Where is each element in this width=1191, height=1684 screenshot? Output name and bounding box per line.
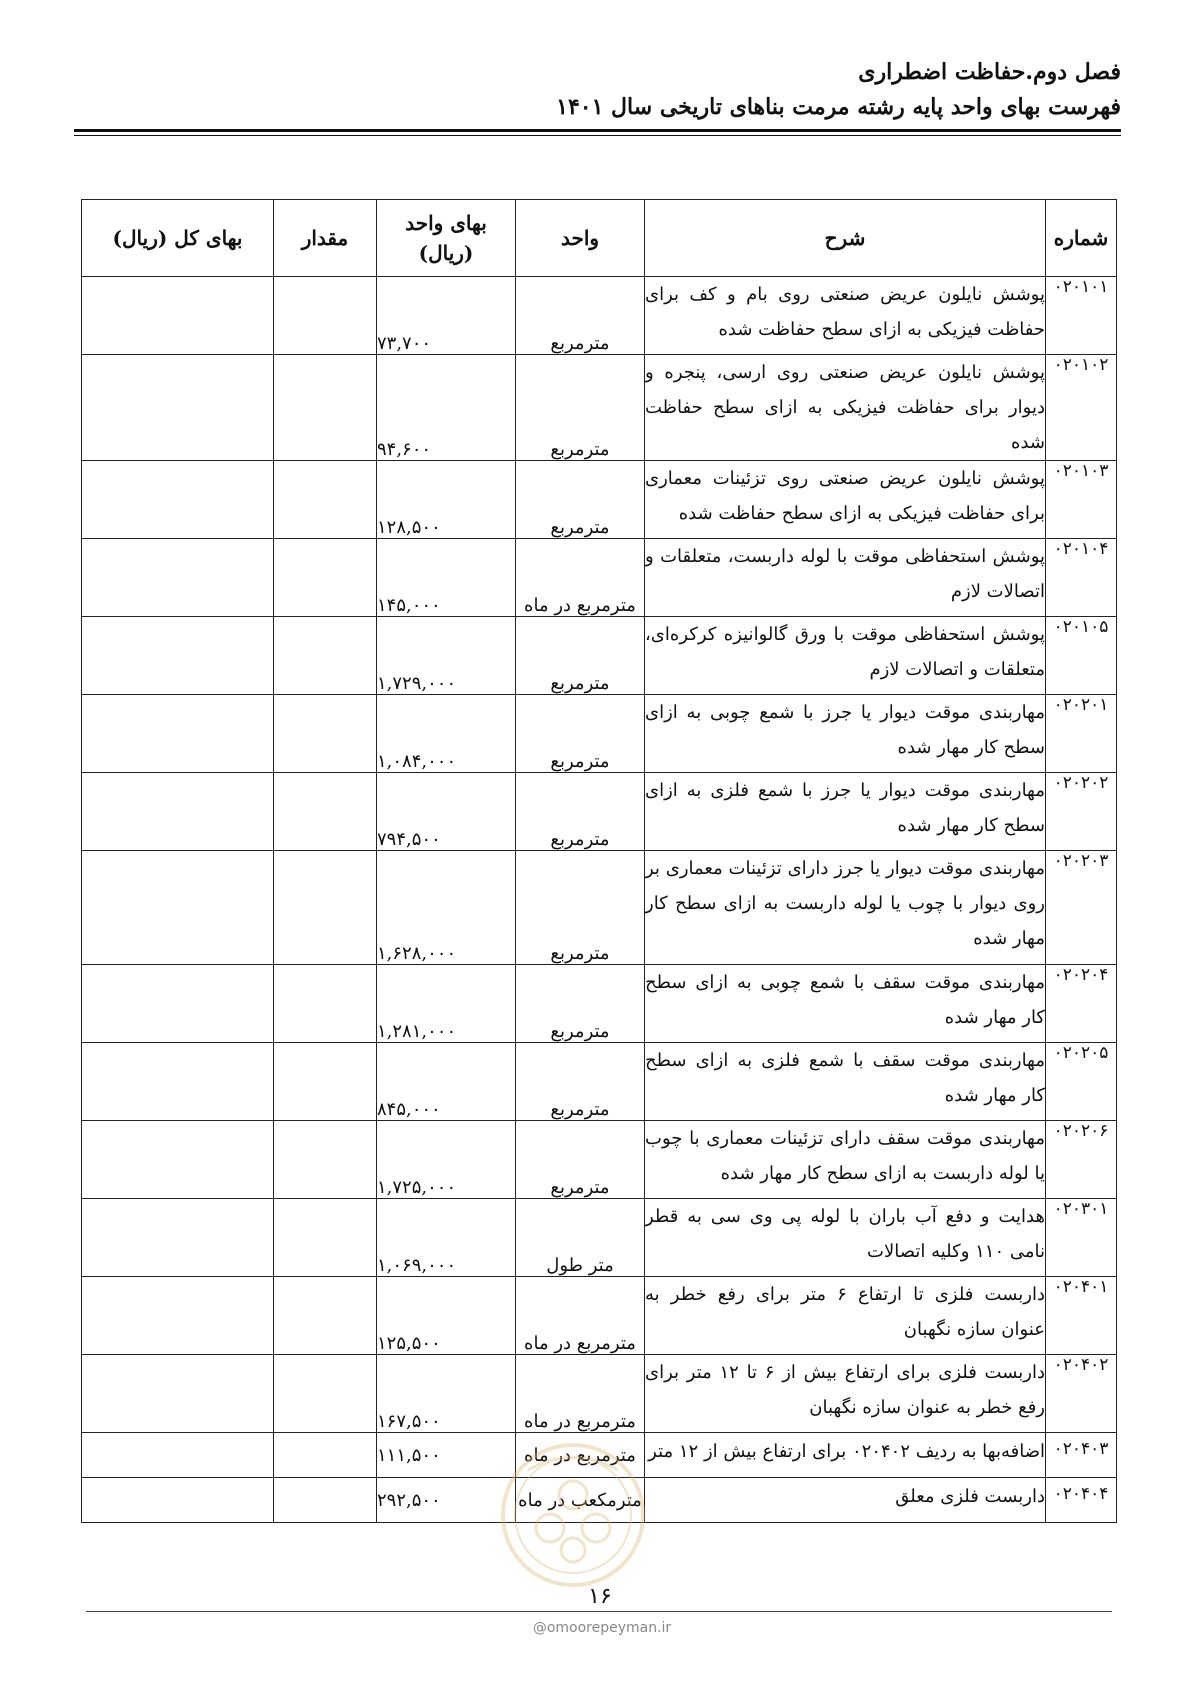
item-unit-price: ۹۴,۶۰۰ [377,355,516,461]
item-description: مهاربندی موقت سقف با شمع فلزی به ازای سطح کار مهار شده [645,1043,1046,1121]
item-quantity [274,1277,377,1355]
item-number: ۰۲۰۱۰۲ [1046,355,1117,461]
item-description: پوشش نایلون عریض صنعتی روی ارسی، پنجره و دیوار برای حفاظت فیزیکی به ازای سطح حفاظت شده [645,355,1046,461]
item-total-price [82,1277,274,1355]
item-description: پوشش استحفاظی موقت با ورق گالوانیزه کرکره‌ای، متعلقات و اتصالات لازم [645,617,1046,695]
item-unit-price: ۱,۲۸۱,۰۰۰ [377,965,516,1043]
item-unit: مترمربع [516,773,645,851]
item-number: ۰۲۰۲۰۵ [1046,1043,1117,1121]
item-number: ۰۲۰۲۰۶ [1046,1121,1117,1199]
item-description: داربست فلزی برای ارتفاع بیش از ۶ تا ۱۲ متر برای رفع خطر به عنوان سازه نگهبان [645,1355,1046,1433]
item-quantity [274,461,377,539]
table-row [82,773,1117,851]
header-rule-thin [74,135,1121,136]
header-number: شماره [1046,200,1117,277]
item-total-price [82,695,274,773]
table-row [82,1121,1117,1199]
item-total-price [82,277,274,355]
header-rule-thick [74,129,1121,132]
item-unit: مترمکعب در ماه [516,1478,645,1523]
item-unit-price: ۱,۷۲۵,۰۰۰ [377,1121,516,1199]
item-unit: متر طول [516,1199,645,1277]
item-quantity [274,539,377,617]
item-number: ۰۲۰۱۰۵ [1046,617,1117,695]
item-total-price [82,1355,274,1433]
item-total-price [82,1121,274,1199]
item-number: ۰۲۰۱۰۴ [1046,539,1117,617]
item-description: مهاربندی موقت سقف دارای تزئینات معماری با چوب یا لوله داربست به ازای سطح کار مهار شده [645,1121,1046,1199]
item-unit: مترمربع [516,1121,645,1199]
table-row [82,617,1117,695]
item-number: ۰۲۰۲۰۱ [1046,695,1117,773]
item-total-price [82,617,274,695]
item-quantity [274,851,377,965]
price-list-table [81,199,1117,1523]
document-subtitle: فهرست بهای واحد پایه رشته مرمت بناهای تاریخی سال ۱۴۰۱ [556,94,1121,120]
item-total-price [82,539,274,617]
item-total-price [82,851,274,965]
item-number: ۰۲۰۱۰۱ [1046,277,1117,355]
header-quantity: مقدار [274,200,377,277]
item-number: ۰۲۰۲۰۲ [1046,773,1117,851]
item-unit: مترمربع [516,277,645,355]
header-unit-price: بهای واحد (ریال) [377,200,516,277]
item-description: مهاربندی موقت دیوار یا جرز با شمع فلزی به ازای سطح کار مهار شده [645,773,1046,851]
item-description: پوشش نایلون عریض صنعتی روی تزئینات معماری برای حفاظت فیزیکی به ازای سطح حفاظت شده [645,461,1046,539]
item-unit-price: ۱۲۵,۵۰۰ [377,1277,516,1355]
item-quantity [274,1433,377,1478]
chapter-title: فصل دوم.حفاظت اضطراری [858,59,1121,85]
header-unit: واحد [516,200,645,277]
item-unit-price: ۱,۶۲۸,۰۰۰ [377,851,516,965]
item-total-price [82,1433,274,1478]
table-header-row [82,200,1117,277]
header-total-price: بهای کل (ریال) [82,200,274,277]
item-unit-price: ۱,۰۸۴,۰۰۰ [377,695,516,773]
item-description: داربست فلزی تا ارتفاع ۶ متر برای رفع خطر به عنوان سازه نگهبان [645,1277,1046,1355]
item-unit-price: ۱۴۵,۰۰۰ [377,539,516,617]
item-unit-price: ۸۴۵,۰۰۰ [377,1043,516,1121]
item-quantity [274,617,377,695]
item-number: ۰۲۰۲۰۴ [1046,965,1117,1043]
watermark-seal-icon [498,1440,648,1590]
item-unit-price: ۱۶۷,۵۰۰ [377,1355,516,1433]
website-url: @omoorepeyman.ir [532,1620,672,1636]
item-unit: مترمربع در ماه [516,539,645,617]
item-quantity [274,1121,377,1199]
item-total-price [82,461,274,539]
item-quantity [274,1043,377,1121]
item-unit: مترمربع [516,1043,645,1121]
item-unit: مترمربع [516,851,645,965]
item-unit-price: ۲۹۲,۵۰۰ [377,1478,516,1523]
item-unit-price: ۷۳,۷۰۰ [377,277,516,355]
item-description: پوشش استحفاظی موقت با لوله داربست، متعلقات و اتصالات لازم [645,539,1046,617]
item-number: ۰۲۰۴۰۴ [1046,1478,1117,1523]
item-unit: مترمربع [516,461,645,539]
item-total-price [82,355,274,461]
item-quantity [274,1199,377,1277]
item-number: ۰۲۰۴۰۳ [1046,1433,1117,1478]
item-total-price [82,1478,274,1523]
item-unit: مترمربع در ماه [516,1355,645,1433]
item-description: پوشش نایلون عریض صنعتی روی بام و کف برای حفاظت فیزیکی به ازای سطح حفاظت شده [645,277,1046,355]
item-total-price [82,1043,274,1121]
item-quantity [274,695,377,773]
item-unit-price: ۱۱۱,۵۰۰ [377,1433,516,1478]
table-row [82,695,1117,773]
item-description: مهاربندی موقت دیوار یا جرز دارای تزئینات معماری بر روی دیوار با چوب یا لوله داربست به ازای سطح کار مهار شده [645,851,1046,965]
item-description: هدایت و دفع آب باران با لوله پی وی سی به قطر نامی ۱۱۰ وکلیه اتصالات [645,1199,1046,1277]
item-unit: مترمربع [516,695,645,773]
table-row [82,851,1117,965]
table-row [82,1355,1117,1433]
item-number: ۰۲۰۴۰۱ [1046,1277,1117,1355]
table-row [82,1199,1117,1277]
table-row [82,539,1117,617]
item-unit-price: ۱,۰۶۹,۰۰۰ [377,1199,516,1277]
table-row [82,1043,1117,1121]
item-quantity [274,1355,377,1433]
table-row [82,965,1117,1043]
table-row [82,1277,1117,1355]
page-header [71,55,1121,125]
item-unit: مترمربع [516,617,645,695]
item-total-price [82,965,274,1043]
item-total-price [82,1199,274,1277]
table-row [82,355,1117,461]
item-quantity [274,773,377,851]
footer-rule [86,1611,1112,1612]
table-body [82,277,1117,1523]
item-number: ۰۲۰۳۰۱ [1046,1199,1117,1277]
item-description: داربست فلزی معلق [645,1478,1046,1523]
item-unit-price: ۱,۷۲۹,۰۰۰ [377,617,516,695]
header-description: شرح [645,200,1046,277]
item-unit: مترمربع در ماه [516,1277,645,1355]
table-row [82,461,1117,539]
item-quantity [274,355,377,461]
item-number: ۰۲۰۲۰۳ [1046,851,1117,965]
item-description: مهاربندی موقت سقف با شمع چوبی به ازای سطح کار مهار شده [645,965,1046,1043]
item-number: ۰۲۰۴۰۲ [1046,1355,1117,1433]
item-total-price [82,773,274,851]
item-number: ۰۲۰۱۰۳ [1046,461,1117,539]
item-unit: مترمربع [516,965,645,1043]
item-unit: مترمربع [516,355,645,461]
item-quantity [274,1478,377,1523]
item-unit-price: ۱۲۸,۵۰۰ [377,461,516,539]
item-quantity [274,277,377,355]
item-description: اضافه‌بها به ردیف ۰۲۰۴۰۲ برای ارتفاع بیش از ۱۲ متر [645,1433,1046,1478]
item-description: مهاربندی موقت دیوار یا جرز با شمع چوبی به ازای سطح کار مهار شده [645,695,1046,773]
item-quantity [274,965,377,1043]
item-unit-price: ۷۹۴,۵۰۰ [377,773,516,851]
item-unit: مترمربع در ماه [516,1433,645,1478]
page-number: ۱۶ [588,1584,612,1609]
table-row [82,277,1117,355]
